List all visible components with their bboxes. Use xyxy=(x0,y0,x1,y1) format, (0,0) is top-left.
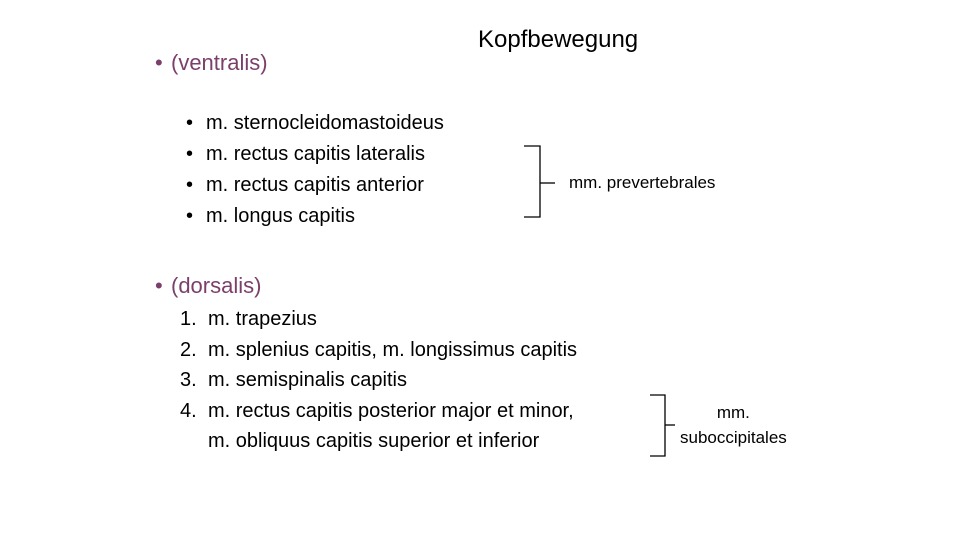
list-item xyxy=(180,396,577,427)
list-item-text: m. rectus capitis anterior xyxy=(206,174,424,196)
list-item-text: m. trapezius xyxy=(208,308,317,330)
list-item-text: m. splenius capitis, m. longissimus capitis xyxy=(208,338,578,361)
group-label-line: suboccipitales xyxy=(680,428,787,447)
list-item xyxy=(180,426,577,457)
section-heading-dorsal-label: (dorsalis) xyxy=(171,273,262,298)
list-item-text: m. semispinalis capitis xyxy=(208,369,407,391)
dorsal-muscle-list xyxy=(180,304,577,457)
bullet-icon: • xyxy=(186,112,194,134)
group-label-prevertebrales: mm. prevertebrales xyxy=(569,173,716,192)
bullet-icon: • xyxy=(186,205,194,227)
group-label-line: mm. xyxy=(716,403,750,422)
list-number: 4. xyxy=(180,399,197,422)
page-title: Kopfbewegung xyxy=(478,26,639,53)
list-number: 1. xyxy=(180,308,197,330)
prevertebrales-bracket xyxy=(524,146,540,217)
list-item-text: m. longus capitis xyxy=(206,205,355,227)
group-label-suboccipitales xyxy=(680,400,787,450)
list-item xyxy=(180,365,577,396)
list-number xyxy=(180,426,208,457)
bullet-icon: • xyxy=(155,273,163,298)
bullet-icon: • xyxy=(186,143,194,165)
list-item xyxy=(180,304,577,335)
list-number: 3. xyxy=(180,369,197,391)
list-item-text: m. obliquus capitis superior et inferior xyxy=(208,430,540,452)
list-item-text: m. rectus capitis posterior major et minor, xyxy=(208,399,574,422)
bullet-icon: • xyxy=(155,50,163,75)
suboccipitales-bracket xyxy=(650,395,665,456)
list-number: 2. xyxy=(180,338,197,361)
list-item-text: m. sternocleidomastoideus xyxy=(206,112,444,134)
section-heading-dorsal xyxy=(155,273,261,299)
section-heading-ventral-label: (ventralis) xyxy=(171,50,268,75)
bullet-icon: • xyxy=(186,174,194,196)
list-item-text: m. rectus capitis lateralis xyxy=(206,143,425,165)
list-item xyxy=(180,335,577,366)
